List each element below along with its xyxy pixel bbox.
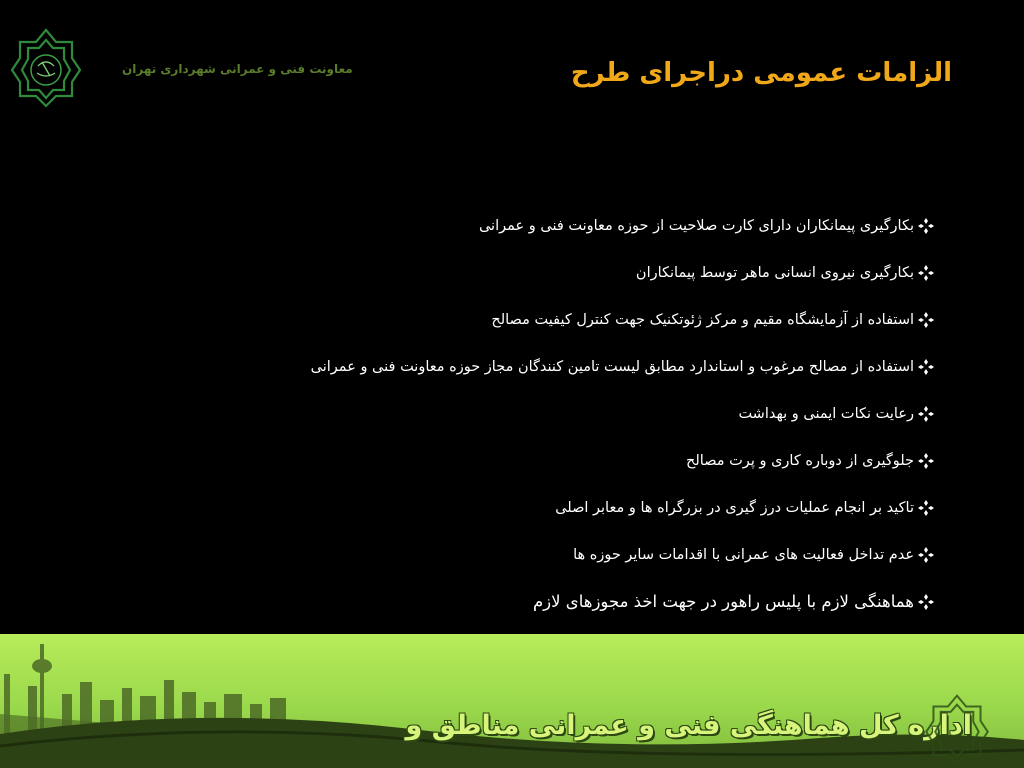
four-diamond-bullet-icon xyxy=(918,263,952,283)
footer-banner xyxy=(0,634,1024,768)
list-item xyxy=(92,531,952,578)
municipality-logo xyxy=(10,26,82,110)
list-item xyxy=(92,578,952,625)
list-item xyxy=(92,390,952,437)
list-item-text: استفاده از مصالح مرغوب و استاندارد مطابق لیست تامین کنندگان مجاز حوزه معاونت فنی و عمرانی xyxy=(310,358,914,375)
four-diamond-bullet-icon xyxy=(918,404,952,424)
four-diamond-bullet-icon xyxy=(918,592,952,612)
list-item-text: رعایت نکات ایمنی و بهداشت xyxy=(738,405,914,422)
requirements-list xyxy=(92,202,952,625)
list-item-text: بکارگیری نیروی انسانی ماهر توسط پیمانکاران xyxy=(635,264,914,281)
list-item xyxy=(92,249,952,296)
city-skyline-illustration xyxy=(0,634,1024,768)
list-item-text: استفاده از آزمایشگاه مقیم و مرکز ژئوتکنیک جهت کنترل کیفیت مصالح xyxy=(491,311,914,328)
list-item xyxy=(92,202,952,249)
four-diamond-bullet-icon xyxy=(918,451,952,471)
list-item xyxy=(92,437,952,484)
list-item xyxy=(92,484,952,531)
list-item xyxy=(92,296,952,343)
four-diamond-bullet-icon xyxy=(918,310,952,330)
four-diamond-bullet-icon xyxy=(918,357,952,377)
footer-caption: اداره کل هماهنگی فنی و عمرانی مناطق و xyxy=(405,710,972,741)
slide-title: الزامات عمومی دراجرای طرح xyxy=(570,58,952,88)
four-diamond-bullet-icon xyxy=(918,216,952,236)
footer-municipality-logo xyxy=(922,692,992,768)
four-diamond-bullet-icon xyxy=(918,498,952,518)
organization-name: معاونت فنی و عمرانی شهرداری تهران xyxy=(122,62,353,76)
list-item-text: عدم تداخل فعالیت های عمرانی با اقدامات سایر حوزه ها xyxy=(573,546,914,563)
list-item xyxy=(92,343,952,390)
list-item-text: هماهنگی لازم با پلیس راهور در جهت اخذ مجوزهای لازم xyxy=(532,592,914,611)
four-diamond-bullet-icon xyxy=(918,545,952,565)
list-item-text: تاکید بر انجام عملیات درز گیری در بزرگراه ها و معابر اصلی xyxy=(555,499,914,516)
list-item-text: بکارگیری پیمانکاران دارای کارت صلاحیت از حوزه معاونت فنی و عمرانی xyxy=(478,217,914,234)
list-item-text: جلوگیری از دوباره کاری و پرت مصالح xyxy=(686,452,914,469)
